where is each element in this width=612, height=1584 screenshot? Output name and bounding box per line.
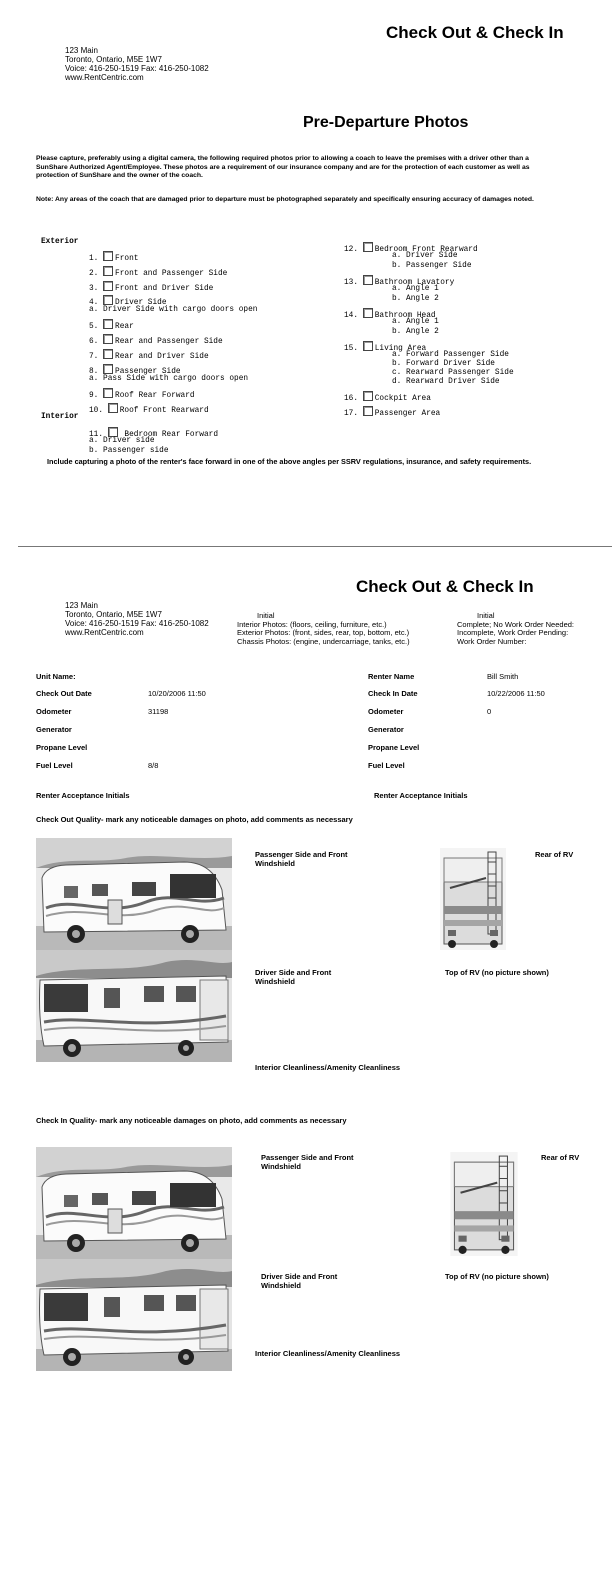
- intro-line: SunShare Authorized Agent/Employee. These photos are a requirement of our insurance company and are for the protection of each customer as well as: [36, 163, 530, 171]
- item-number: 9.: [89, 392, 99, 400]
- rv-passenger-side-photo: [36, 1147, 232, 1259]
- item-label: Rear: [115, 323, 134, 331]
- field-value: 31198: [148, 707, 169, 716]
- address-line: 123 Main: [65, 46, 98, 55]
- caption-line: Windshield: [255, 859, 295, 868]
- checkbox[interactable]: [363, 275, 373, 285]
- checkin-quality-heading: Check In Quality- mark any noticeable damages on photo, add comments as necessary: [36, 1116, 347, 1125]
- checklist-subitem: b. Passenger side: [89, 447, 169, 455]
- item-label: Cockpit Area: [374, 395, 431, 403]
- rv-rear-photo: [440, 848, 506, 950]
- caption-line: Passenger Side and Front: [261, 1153, 354, 1162]
- checklist-subitem: b. Angle 2: [392, 328, 439, 336]
- checkbox[interactable]: [363, 406, 373, 416]
- caption-line: Passenger Side and Front: [255, 850, 348, 859]
- field-label: Odometer: [36, 707, 72, 716]
- initial-line: Chassis Photos: (engine, undercarriage, tanks, etc.): [237, 636, 410, 646]
- field-label: Fuel Level: [368, 761, 405, 770]
- field-label: Generator: [368, 725, 404, 734]
- item-number: 2.: [89, 270, 99, 278]
- initial-header: Initial: [477, 611, 495, 620]
- checkbox[interactable]: [363, 391, 373, 401]
- field-value: 10/22/2006 11:50: [487, 689, 545, 698]
- field-value: 0: [487, 707, 492, 716]
- exterior-label: Exterior: [41, 238, 79, 246]
- checkbox[interactable]: [363, 242, 373, 252]
- interior-label: Interior: [41, 413, 79, 421]
- checklist-subitem: c. Rearward Passenger Side: [392, 369, 514, 377]
- checklist-subitem: d. Rearward Driver Side: [392, 378, 500, 386]
- field-label: Renter Name: [368, 672, 415, 681]
- rv-rear-photo: [446, 1152, 522, 1256]
- page-divider: [18, 546, 612, 547]
- checklist-subitem: b. Angle 2: [392, 295, 439, 303]
- item-number: 10.: [89, 407, 104, 415]
- address-line: www.RentCentric.com: [65, 628, 144, 637]
- item-label: Front: [115, 255, 139, 263]
- initial-header: Initial: [257, 611, 275, 620]
- address-line: www.RentCentric.com: [65, 73, 144, 82]
- initial-line: Work Order Number:: [457, 636, 527, 646]
- checklist-subitem: a. Driver side: [89, 437, 155, 445]
- field-value: Bill Smith: [487, 672, 519, 681]
- checklist-subitem: a. Driver Side: [392, 252, 458, 260]
- field-label: Check Out Date: [36, 689, 92, 698]
- checklist-item: [89, 349, 209, 361]
- rv-driver-side-photo: [36, 1259, 232, 1371]
- field-label: Fuel Level: [36, 761, 73, 770]
- item-label: Roof Front Rearward: [119, 407, 209, 415]
- checklist-subitem: a. Pass Side with cargo doors open: [89, 375, 249, 383]
- item-number: 16.: [344, 395, 359, 403]
- checkbox[interactable]: [103, 251, 113, 261]
- caption-top: Top of RV (no picture shown): [445, 968, 549, 977]
- checklist-item: [89, 319, 134, 331]
- checklist-subitem: b. Passenger Side: [392, 262, 472, 270]
- item-number: 4.: [89, 299, 99, 307]
- checklist-subitem: a. Driver Side with cargo doors open: [89, 306, 258, 314]
- caption-line: Driver Side and Front: [255, 968, 332, 977]
- item-label: Rear and Driver Side: [115, 353, 209, 361]
- caption-interior: Interior Cleanliness/Amenity Cleanliness: [255, 1063, 401, 1072]
- caption-driver-front: [255, 968, 331, 986]
- item-label: Living Area: [374, 345, 427, 353]
- item-label: Front and Passenger Side: [115, 270, 228, 278]
- item-label: Bedroom Rear Forward: [124, 431, 218, 439]
- caption-top: Top of RV (no picture shown): [445, 1272, 549, 1281]
- item-number: 6.: [89, 338, 99, 346]
- checklist-item: [344, 406, 440, 418]
- initial-block-workorder: [457, 612, 574, 646]
- field-label: Odometer: [368, 707, 404, 716]
- page-title: Check Out & Check In: [356, 577, 534, 596]
- item-number: 14.: [344, 312, 359, 320]
- intro-line: Please capture, preferably using a digital camera, the following required photos prior to allowing a coach to leave the premises with a driver other than a: [36, 155, 529, 162]
- caption-line: Windshield: [261, 1281, 301, 1290]
- checklist-subitem: a. Angle 1: [392, 318, 439, 326]
- item-number: 12.: [344, 246, 359, 254]
- address-line: Voice: 416-250-1519 Fax: 416-250-1082: [65, 619, 209, 628]
- checkbox[interactable]: [103, 266, 113, 276]
- initial-line: Interior Photos: (floors, ceiling, furniture, etc.): [237, 619, 387, 629]
- item-label: Bathroom Lavatory: [374, 279, 455, 287]
- item-label: Bathroom Head: [374, 312, 436, 320]
- checkout-quality-heading: Check Out Quality- mark any noticeable damages on photo, add comments as necessary: [36, 815, 353, 824]
- item-label: Bedroom Front Rearward: [374, 246, 478, 254]
- caption-passenger-front: [255, 850, 348, 868]
- checkbox[interactable]: [103, 349, 113, 359]
- item-number: 7.: [89, 353, 99, 361]
- checklist-item: [89, 334, 223, 346]
- item-number: 15.: [344, 345, 359, 353]
- caption-interior: Interior Cleanliness/Amenity Cleanliness: [255, 1349, 401, 1358]
- caption-rear: Rear of RV: [541, 1153, 580, 1162]
- intro-line: protection of SunShare and the owner of the coach.: [36, 172, 203, 180]
- field-label: Check In Date: [368, 689, 418, 698]
- item-label: Rear and Passenger Side: [115, 338, 223, 346]
- checklist-item: [89, 403, 209, 415]
- field-label: Generator: [36, 725, 72, 734]
- item-label: Passenger Area: [374, 410, 441, 418]
- initial-line: Complete; No Work Order Needed:: [457, 619, 574, 629]
- item-number: 3.: [89, 285, 99, 293]
- checkbox[interactable]: [103, 295, 113, 305]
- item-number: 13.: [344, 279, 359, 287]
- item-number: 1.: [89, 255, 99, 263]
- checklist-item: [89, 281, 213, 293]
- caption-passenger-front: [261, 1153, 354, 1171]
- item-number: 5.: [89, 323, 99, 331]
- field-value: 8/8: [148, 761, 159, 770]
- caption-rear: Rear of RV: [535, 850, 574, 859]
- intro-paragraph: [36, 155, 530, 181]
- item-label: Driver Side: [115, 299, 167, 307]
- section-heading: Pre-Departure Photos: [303, 114, 469, 131]
- checkbox[interactable]: [103, 281, 113, 291]
- caption-line: Windshield: [255, 977, 295, 986]
- checklist-item: [344, 391, 431, 403]
- initial-block-photos: [237, 612, 410, 646]
- caption-line: Driver Side and Front: [261, 1272, 338, 1281]
- checkbox[interactable]: [103, 334, 113, 344]
- address-line: Toronto, Ontario, M5E 1W7: [65, 610, 162, 619]
- renter-initials-label: Renter Acceptance Initials: [374, 791, 468, 800]
- checkbox[interactable]: [103, 364, 113, 374]
- company-address: [65, 46, 209, 82]
- checklist-item: [89, 266, 227, 278]
- checklist-item: [89, 251, 138, 263]
- item-label: Front and Driver Side: [115, 285, 214, 293]
- checkbox[interactable]: [103, 388, 113, 398]
- address-line: Voice: 416-250-1519 Fax: 416-250-1082: [65, 64, 209, 73]
- checklist-subitem: b. Forward Driver Side: [392, 360, 495, 368]
- initial-line: Incomplete, Work Order Pending:: [457, 628, 569, 637]
- footer-note: Include capturing a photo of the renter's face forward in one of the above angles per SSRV regulations, insurance, and safety requirements.: [47, 457, 532, 466]
- checkbox[interactable]: [108, 403, 118, 413]
- item-number: 8.: [89, 368, 99, 376]
- checkbox[interactable]: [103, 319, 113, 329]
- address-line: Toronto, Ontario, M5E 1W7: [65, 55, 162, 64]
- checklist-item: [89, 388, 195, 400]
- rv-driver-side-photo: [36, 950, 232, 1062]
- item-number: 11.: [89, 431, 104, 439]
- company-address: [65, 601, 209, 637]
- checkbox[interactable]: [363, 308, 373, 318]
- caption-driver-front: [261, 1272, 337, 1290]
- item-label: Passenger Side: [115, 368, 181, 376]
- field-label: Propane Level: [368, 743, 420, 752]
- address-line: 123 Main: [65, 601, 98, 610]
- damage-note: Note: Any areas of the coach that are damaged prior to departure must be photographed separately and specifically ensuring accuracy of damages noted.: [36, 196, 534, 203]
- page-title: Check Out & Check In: [386, 23, 564, 42]
- item-number: 17.: [344, 410, 359, 418]
- item-label: Roof Rear Forward: [115, 392, 195, 400]
- checkbox[interactable]: [108, 427, 118, 437]
- rv-passenger-side-photo: [36, 838, 232, 950]
- caption-line: Windshield: [261, 1162, 301, 1171]
- checklist-subitem: a. Forward Passenger Side: [392, 351, 509, 359]
- initial-line: Exterior Photos: (front, sides, rear, top, bottom, etc.): [237, 628, 410, 637]
- field-label: Propane Level: [36, 743, 88, 752]
- field-label: Unit Name:: [36, 672, 76, 681]
- checklist-subitem: a. Angle 1: [392, 285, 439, 293]
- checkbox[interactable]: [363, 341, 373, 351]
- renter-initials-label: Renter Acceptance Initials: [36, 791, 130, 800]
- field-value: 10/20/2006 11:50: [148, 689, 206, 698]
